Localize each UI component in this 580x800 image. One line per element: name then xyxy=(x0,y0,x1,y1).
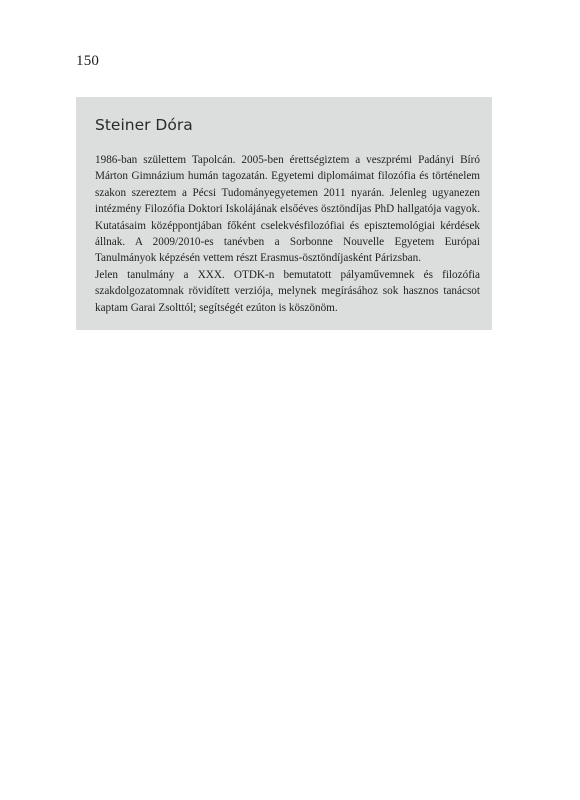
page-number: 150 xyxy=(76,53,100,69)
author-name: Steiner Dóra xyxy=(95,116,193,134)
author-bio-box xyxy=(76,97,492,330)
bio-paragraph-biography: 1986-ban születtem Tapolcán. 2005-ben érettségiztem a veszprémi Padányi Bíró Márton Gimnázium humán tagozatán. Egyetemi diplomáimat filozófia és történelem szakon szereztem a Pécsi Tudományegyetemen 2011 nyarán. Jelenleg ugyanezen intézmény Filozófia Doktori Iskolájának elsőéves ösztöndíjas PhD hallgatója vagyok. Kutatásaim középpontjában főként cselekvésfilozófiai és episztemológiai kérdések állnak. A 2009/2010-es tanévben a Sorbonne Nouvelle Egyetem Európai Tanulmányok képzésén vettem részt Erasmus-ösztöndíjasként Párizsban. xyxy=(95,154,480,265)
bio-paragraph-acknowledgement: Jelen tanulmány a XXX. OTDK-n bemutatott pályaművemnek és filozófia szakdolgozatomnak rövidített verziója, melynek megírásához sok hasznos tanácsot kaptam Garai Zsolttól; segítségét ezúton is köszönöm. xyxy=(95,268,480,314)
